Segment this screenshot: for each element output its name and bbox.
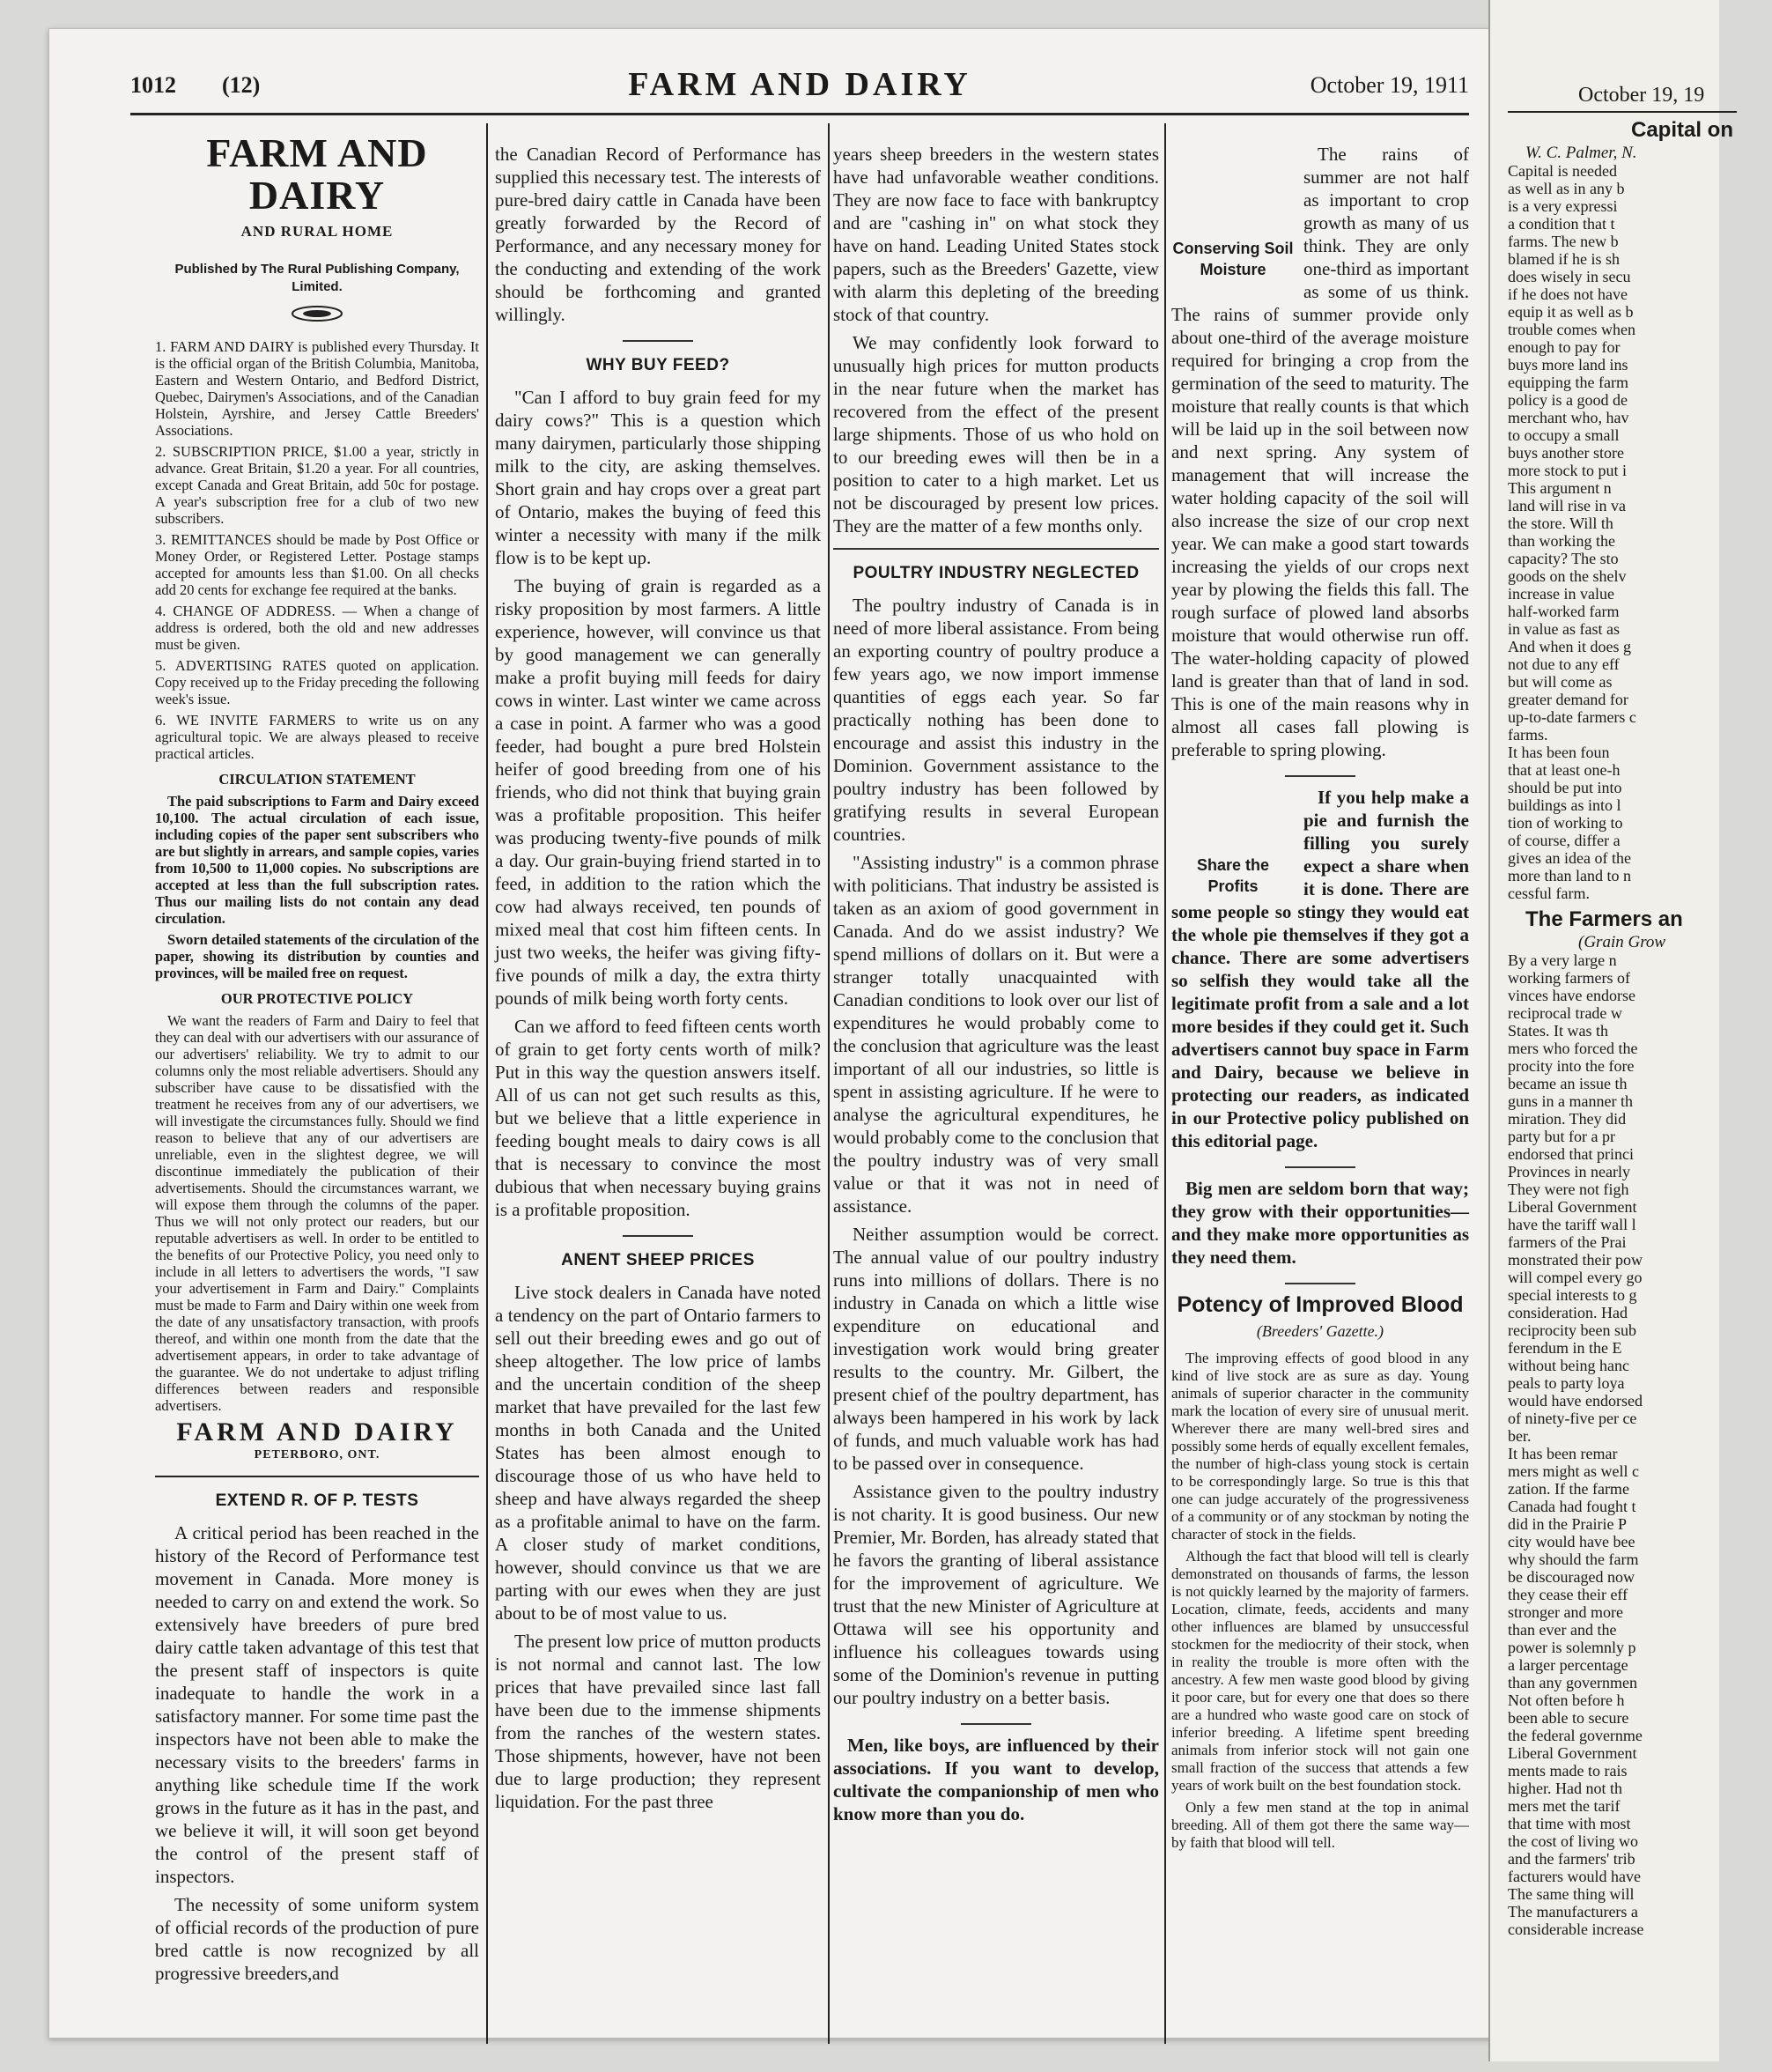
adjacent-line: as well as in any b [1508, 180, 1625, 197]
adjacent-line: farms. [1508, 726, 1548, 744]
adjacent-line: ber. [1508, 1427, 1532, 1445]
adjacent-line: if he does not have [1508, 285, 1628, 303]
adjacent-line: more stock to put i [1508, 462, 1627, 479]
adjacent-line: up-to-date farmers c [1508, 708, 1636, 726]
adjacent-line: equip it as well as b [1508, 303, 1634, 321]
adjacent-line: greater demand for [1508, 691, 1628, 708]
adjacent-line: not due to any eff [1508, 655, 1620, 673]
adjacent-line: Provinces in nearly [1508, 1163, 1630, 1180]
bigmen-editorial: Big men are seldom born that way; they grow with their opportunities—and they make more opportunities as they need them. [1171, 1178, 1469, 1268]
adjacent-line: without being hanc [1508, 1357, 1629, 1374]
adjacent-line: the store. Will th [1508, 514, 1613, 532]
adjacent-heading: Capital on [1631, 118, 1734, 142]
adjacent-line: gives an idea of the [1508, 849, 1631, 867]
adjacent-line: did in the Prairie P [1508, 1515, 1627, 1533]
adjacent-line: procity into the fore [1508, 1057, 1635, 1075]
circulation-text-2: Sworn detailed statements of the circulation of the paper, showing its distribution by counties and provinces, will be mailed free on request. [155, 931, 479, 981]
article-heading-potency: Potency of Improved Blood [1177, 1292, 1464, 1317]
masthead-item: 3. REMITTANCES should be made by Post Office or Money Order, or Registered Letter. Postage stamps accepted for amounts less than $1.00. On all checks add 20 cents for exchange fee required at the banks. [155, 531, 479, 598]
adjacent-line: States. It was th [1508, 1022, 1608, 1040]
adjacent-line: mers who forced the [1508, 1040, 1638, 1057]
adjacent-line: been able to secure [1508, 1709, 1629, 1727]
adjacent-line: The manufacturers a [1508, 1903, 1638, 1920]
article-paragraph: the Canadian Record of Performance has supplied this necessary test. The interests of pure-bred dairy cattle in Canada have been greatly forwarded by the Record of Performance, and any necessary money for the conducting and extending of the work should be forthcoming and granted willingly. [495, 144, 821, 325]
column-3 [833, 143, 1159, 1831]
header-rule [1508, 111, 1737, 113]
adjacent-line: vinces have endorse [1508, 987, 1635, 1004]
masthead-publisher: Published by The Rural Publishing Company, Limited. [174, 262, 460, 294]
masthead-details [155, 338, 479, 1414]
circulation-heading: CIRCULATION STATEMENT [218, 771, 416, 788]
issue-date: October 19, 1911 [1310, 72, 1469, 98]
adjacent-line: that at least one-h [1508, 761, 1621, 779]
column-1 [155, 132, 479, 1990]
column-divider [1164, 123, 1166, 2044]
sidehead-profits: Share the Profits [1196, 856, 1270, 895]
adjacent-line: merchant who, hav [1508, 409, 1629, 426]
adjacent-line: consideration. Had [1508, 1304, 1628, 1321]
adjacent-line: that time with most [1508, 1815, 1631, 1832]
article-paragraph: Only a few men stand at the top in animal breeding. All of them got there the same way—by faith that blood will tell. [1171, 1799, 1469, 1851]
article-paragraph: The improving effects of good blood in any kind of live stock are as sure as day. Young animals of superior character in the community mark the location of every sire of unusual merit. Wherever there are many well-bred sires and possibly some herds of equally excellent females, the number of high-class young stock is certain to be correspondingly large. So true is this that one can judge accurately of the progressiveness of a community or of any stockman by noting the character of stock in the fields. [1171, 1350, 1469, 1543]
section-rule [1285, 1166, 1355, 1168]
article-paragraph: We may confidently look forward to unusually high prices for mutton products in the near future when the market has recovered from the effect of the present large shipments. Those of us who hold on to our breeding ewes will then be in a position to cater to a high market. Let us not be discouraged by present low prices. They are the matter of a few months only. [833, 332, 1159, 536]
section-rule [155, 1476, 479, 1477]
article-paragraph: The necessity of some uniform system of official records of the production of pure bred cattle is now recognized by all progressive breeders,and [155, 1894, 479, 1984]
sidehead-moisture: Conserving Soil Moisture [1172, 240, 1294, 278]
adjacent-line: facturers would have [1508, 1868, 1641, 1885]
newspaper-title: FARM AND DAIRY [628, 66, 971, 103]
adjacent-line: mers might as well c [1508, 1462, 1639, 1480]
adjacent-line: they cease their eff [1508, 1586, 1628, 1603]
column-2 [495, 143, 821, 1818]
section-rule [833, 548, 1159, 550]
adjacent-line: Liberal Government [1508, 1744, 1637, 1762]
adjacent-line: monstrated their pow [1508, 1251, 1643, 1269]
adjacent-line: does wisely in secu [1508, 268, 1631, 285]
adjacent-column-text [1508, 162, 1772, 902]
section-rule [623, 1235, 693, 1237]
adjacent-line: Not often before h [1508, 1691, 1625, 1709]
adjacent-line: of ninety-five per ce [1508, 1410, 1637, 1427]
adjacent-line: reciprocal trade w [1508, 1004, 1622, 1022]
article-paragraph: The present low price of mutton products is not normal and cannot last. The low prices that have prevailed since last fall have been due to the immense shipments from the ranches of the western states. Those shipments, however, have not been due to large production; they represent liquidation. For the past three [495, 1631, 821, 1812]
adjacent-line: Canada had fought t [1508, 1498, 1636, 1515]
article-paragraph: Neither assumption would be correct. The annual value of our poultry industry runs into millions of dollars. There is no industry in Canada on which a little wise expenditure on educational and investigation work would bring greater results to the country. Mr. Gilbert, the present chief of the poultry department, has always been hampered in his work by lack of funds, and much valuable work has had to be passed over in consequence. [833, 1224, 1159, 1474]
adjacent-line: trouble comes when [1508, 321, 1635, 338]
adjacent-line: And when it does g [1508, 638, 1631, 655]
bottom-masthead-title: FARM AND DAIRY [176, 1417, 458, 1447]
policy-text: We want the readers of Farm and Dairy to feel that they can deal with our advertisers with our assurance of our advertisers' reliability. We try to admit to our columns only the most reliable advertisers. Should any subscriber have cause to be dissatisfied with the treatment he receives from any of our advertisers, we will investigate the circumstances fully. Should we find reason to believe that any of our advertisers are unreliable, even in the slightest degree, we will discontinue immediately the publication of their advertisements. Should the circumstances warrant, we will expose them through the columns of the paper. Thus we will not only protect our readers, but our reputable advertisers as well. In order to be entitled to the benefits of our Protective Policy, you need only to include in all letters to advertisers the words, "I saw your advertisement in Farm and Dairy." Complaints must be made to Farm and Dairy within one week from the date of any unsatisfactory transaction, with proofs thereof, and within one month from the date that the advertisement appears, in order to take advantage of the guarantee. We do not undertake to adjust trifling differences between readers and responsible advertisers. [155, 1012, 479, 1414]
masthead-item: 2. SUBSCRIPTION PRICE, $1.00 a year, strictly in advance. Great Britain, $1.20 a year. For all countries, except Canada and Great Britain, add 50c for postage. A year's subscription free for a club of two new subscribers. [155, 443, 479, 527]
masthead-title: FARM AND DAIRY [206, 130, 428, 218]
article-paragraph: "Can I afford to buy grain feed for my dairy cows?" This is a question which many dairymen, particularly those shipping milk to the city, are asking themselves. Short grain and hay crops over a great part of Ontario, makes the buying of feed this winter a necessity with many if the milk flow is to be kept up. [495, 387, 821, 568]
adjacent-heading: The Farmers an [1525, 907, 1683, 931]
adjacent-line: endorsed that princi [1508, 1145, 1634, 1163]
adjacent-line: special interests to g [1508, 1286, 1637, 1304]
section-rule [623, 340, 693, 342]
adjacent-line: policy is a good de [1508, 391, 1628, 409]
article-credit: (Breeders' Gazette.) [1256, 1322, 1384, 1340]
article-paragraph: Although the fact that blood will tell is clearly demonstrated on thousands of farms, the lesson is not quickly learned by the majority of farmers. Location, climate, feeds, accidents and many other influences are blamed by unsuccessful stockmen for the mediocrity of their stock, when in reality the trouble is more often with the ancestry. A few men waste good blood by giving it poor care, but for every one that does so there are a hundred who waste good care on stock of inferior breeding. A lifetime spent breeding animals from inferior stock will not gain one small fraction of the success that attends a few years of work built on the best foundation stock. [1171, 1548, 1469, 1794]
column-divider [486, 123, 488, 2044]
adjacent-line: of course, differ a [1508, 832, 1621, 849]
adjacent-line: would have endorsed [1508, 1392, 1643, 1410]
column-4 [1171, 143, 1469, 1856]
adjacent-line: Liberal Government [1508, 1198, 1637, 1216]
adjacent-line: a condition that t [1508, 215, 1615, 233]
adjacent-line: higher. Had not th [1508, 1780, 1622, 1797]
adjacent-line: why should the farm [1508, 1550, 1639, 1568]
article-paragraph: If you help make a pie and furnish the filling you surely expect a share when it is done. There are some people so stingy they would eat the whole pie themselves if they got a chance. There are some advertisers so selfish they would take all the legitimate profit from a sale and a lot more besides if they could get it. Such advertisers cannot buy space in Farm and Dairy, because we believe in protecting our readers, as indicated in our Protective policy published on this editorial page. [1171, 787, 1469, 1151]
article-paragraph: Live stock dealers in Canada have noted a tendency on the part of Ontario farmers to sell out their breeding ewes and go out of sheep altogether. The low price of lambs and the uncertain condition of the sheep market that have prevailed for the last few months in both Canada and the United States has been almost enough to discourage those of us who have held to sheep and have always regarded the sheep as a profitable animal to have on the farm. A closer study of market conditions, however, should convince us that we are parting with our ewes when they are just about to be of most value to us. [495, 1282, 821, 1624]
masthead-item: 6. WE INVITE FARMERS to write us on any agricultural topic. We are always pleased to receive practical articles. [155, 712, 479, 762]
article-paragraph: years sheep breeders in the western states have had unfavorable weather conditions. They are now face to face with bankruptcy and are "cashing in" on what stock they have on hand. Leading United States stock papers, such as the Breeders' Gazette, view with alarm this depleting of the breeding stock of that country. [833, 144, 1159, 325]
adjacent-line: is a very expressi [1508, 197, 1618, 215]
adjacent-line: mers met the tarif [1508, 1797, 1621, 1815]
adjacent-line: land will rise in va [1508, 497, 1626, 514]
adjacent-line: Capital is needed [1508, 162, 1617, 180]
adjacent-line: than ever and the [1508, 1621, 1617, 1639]
column-divider [828, 123, 830, 2044]
adjacent-line: half-worked farm [1508, 603, 1620, 620]
adjacent-line: but will come as [1508, 673, 1613, 691]
adjacent-column-text [1508, 951, 1772, 1938]
adjacent-line: reciprocity been sub [1508, 1321, 1636, 1339]
adjacent-line: farms. The new b [1508, 233, 1619, 250]
adjacent-line: ferendum in the E [1508, 1339, 1622, 1357]
article-heading-sheep: ANENT SHEEP PRICES [561, 1251, 755, 1269]
adjacent-line: capacity? The sto [1508, 550, 1619, 567]
adjacent-line: stronger and more [1508, 1603, 1623, 1621]
adjacent-line: cessful farm. [1508, 884, 1590, 902]
adjacent-line: It has been foun [1508, 744, 1610, 761]
adjacent-line: city would have bee [1508, 1533, 1635, 1550]
article-paragraph: A critical period has been reached in the history of the Record of Performance test movement in Canada. More money is needed to carry on and extend the work. So extensively have breeders of pure bred dairy cattle taken advantage of this test that the present staff of inspectors is quite inadequate to handle the work in a satisfactory manner. For some time past the inspectors have not been able to make the necessary visits to the breeders' farms in anything like schedule time If the work grows in the future as it has in the past, and we believe it will, it will soon get beyond the control of the present staff of inspectors. [155, 1522, 479, 1887]
adjacent-line: working farmers of [1508, 969, 1630, 987]
adjacent-line: and the farmers' trib [1508, 1850, 1635, 1868]
adjacent-line: By a very large n [1508, 951, 1617, 969]
adjacent-line: became an issue th [1508, 1075, 1628, 1092]
ornament-icon [291, 305, 343, 322]
adjacent-line: buildings as into l [1508, 796, 1621, 814]
adjacent-line: tion of working to [1508, 814, 1623, 832]
bottom-masthead-location: PETERBORO, ONT. [254, 1448, 380, 1462]
header-rule [130, 113, 1469, 115]
adjacent-line: power is solemnly p [1508, 1639, 1636, 1656]
adjacent-line: be discouraged now [1508, 1568, 1635, 1586]
adjacent-line: goods on the shelv [1508, 567, 1627, 585]
adjacent-line: buys more land ins [1508, 356, 1628, 374]
adjacent-line: increase in value [1508, 585, 1614, 603]
masthead-item: 1. FARM AND DAIRY is published every Thursday. It is the official organ of the British Columbia, Manitoba, Eastern and Western Ontario, and Bedford District, Quebec, Dairymen's Associations, and of the Canadian Holstein, Ayrshire, and Jersey Cattle Breeders' Associations. [155, 338, 479, 439]
adjacent-line: to occupy a small [1508, 426, 1620, 444]
article-heading-extend: EXTEND R. OF P. TESTS [215, 1491, 419, 1510]
adjacent-line: the federal governme [1508, 1727, 1643, 1744]
adjacent-byline: (Grain Grow [1578, 933, 1666, 951]
adjacent-line: enough to pay for [1508, 338, 1621, 356]
article-paragraph: The buying of grain is regarded as a risky proposition by most farmers. A little experience, however, will convince us that by good management we can generally make a profit buying mill feeds for dairy cows in winter. Last winter we came across a case in point. A farmer who was a good feeder, had bought a pure bred Holstein heifer of good breeding from one of his friends, who did not think that buying grain was a profitable proposition. This heifer was producing twenty-five pounds of milk a day. Our grain-buying friend started in to feed, in addition to the ration which the cow had always received, ten pounds of mixed meal that cost him fifteen cents. In just two weeks, the heifer was giving fifty-five pounds of milk a day, the extra thirty pounds of milk being worth forty cents. [495, 575, 821, 1009]
adjacent-line: This argument n [1508, 479, 1612, 497]
article-paragraph: The poultry industry of Canada is in need of more liberal assistance. From being an exporting country of poultry produce a few years ago, we now import immense quantities of eggs each year. So far practically nothing has been done to encourage and assist this industry in the Dominion. Government assistance to the poultry industry has been followed by gratifying results in several European countries. [833, 595, 1159, 845]
adjacent-date: October 19, 19 [1578, 84, 1705, 107]
adjacent-line: in value as fast as [1508, 620, 1620, 638]
page-header [130, 65, 1469, 103]
article-paragraph: Assistance given to the poultry industry is not charity. It is good business. Our new Premier, Mr. Borden, has already stated that he favors the granting of liberal assistance for the improvement of agriculture. We trust that the new Minister of Agriculture at Ottawa will see his opportunity and influence his colleagues towards using some of the Dominion's revenue in putting our poultry industry on a better basis. [833, 1481, 1159, 1708]
adjacent-page [1488, 0, 1734, 2061]
article-paragraph: "Assisting industry" is a common phrase with politicians. That industry be assisted is taken as an axiom of good government in Canada. And do we assist industry? We spend millions of dollars on it. But were a stranger totally unacquainted with Canadian conditions to look over our list of expenditures he would probably come to the conclusion that agriculture was the least important of all our industries, so little is spent in assisting agriculture. If he were to analyse the agricultural expenditures, he would probably come to the conclusion that the poultry industry was of very small value or that it was not in need of assistance. [833, 852, 1159, 1217]
masthead-subtitle: AND RURAL HOME [240, 223, 394, 240]
circulation-text: The paid subscriptions to Farm and Dairy exceed 10,100. The actual circulation of each issue, including copies of the paper sent subscribers who are but slightly in arrears, and sample copies, varies from 10,500 to 11,000 copies. No subscriptions are accepted at less than the full subscription rates. Thus our mailing lists do not contain any dead circulation. [155, 793, 479, 927]
adjacent-line: zation. If the farme [1508, 1480, 1629, 1498]
adjacent-line: will compel every go [1508, 1269, 1643, 1286]
masthead-item: 4. CHANGE OF ADDRESS. — When a change of address is ordered, both the old and new addresses must be given. [155, 603, 479, 653]
article-heading-poultry: POULTRY INDUSTRY NEGLECTED [853, 564, 1140, 582]
adjacent-line: They were not figh [1508, 1180, 1629, 1198]
adjacent-line: than working the [1508, 532, 1615, 550]
policy-heading: OUR PROTECTIVE POLICY [220, 990, 414, 1007]
section-rule [1285, 775, 1355, 777]
adjacent-line: blamed if he is sh [1508, 250, 1620, 268]
section-rule [1285, 1283, 1355, 1284]
adjacent-line: considerable increase [1508, 1920, 1644, 1938]
boys-editorial: Men, like boys, are influenced by their associations. If you want to develop, cultivate the companionship of men who know more than you do. [833, 1735, 1159, 1824]
adjacent-line: miration. They did [1508, 1110, 1627, 1128]
adjacent-line: more than land to n [1508, 867, 1631, 884]
adjacent-line: have the tariff wall l [1508, 1216, 1636, 1233]
article-paragraph: Can we afford to feed fifteen cents worth of grain to get forty cents worth of milk? Put in this way the question answers itself. All of us can not get such results as this, but we believe that a little experience in feeding bought meals to dairy cows is all that is necessary to convince the most dubious that when necessary buying grains is a profitable proposition. [495, 1016, 821, 1220]
page-number: 1012 (12) [130, 72, 261, 98]
article-paragraph: The rains of summer are not half as important to crop growth as many of us think. They are only one-third as important as some of us think. The rains of summer provide only about one-third of the average moisture required for bringing a crop from the germination of the seed to maturity. The moisture that really counts is that which will be laid up in the soil between now and next spring. Any system of management that will increase the water holding capacity of the soil will also increase the size of our crop next year. We can make a good start towards increasing the yields of our crops next year by plowing the fields this fall. The rough surface of plowed land absorbs moisture that would otherwise run off. The water-holding capacity of plowed land is greater than that of land in sod. This is one of the main reasons why in almost all cases fall plowing is preferable to spring plowing. [1171, 144, 1469, 760]
masthead-item: 5. ADVERTISING RATES quoted on application. Copy received up to the Friday preceding the following week's issue. [155, 657, 479, 707]
adjacent-line: equipping the farm [1508, 374, 1628, 391]
adjacent-line: a larger percentage [1508, 1656, 1628, 1674]
adjacent-line: farmers of the Prai [1508, 1233, 1627, 1251]
adjacent-line: The same thing will [1508, 1885, 1635, 1903]
adjacent-line: ments made to rais [1508, 1762, 1628, 1780]
adjacent-line: the cost of living wo [1508, 1832, 1638, 1850]
adjacent-line: party but for a pr [1508, 1128, 1615, 1145]
adjacent-line: buys another store [1508, 444, 1624, 462]
adjacent-line: peals to party loya [1508, 1374, 1625, 1392]
adjacent-byline: W. C. Palmer, N. [1525, 144, 1637, 162]
adjacent-line: should be put into [1508, 779, 1622, 796]
adjacent-line: guns in a manner th [1508, 1092, 1633, 1110]
adjacent-line: It has been remar [1508, 1445, 1618, 1462]
adjacent-line: than any governmen [1508, 1674, 1637, 1691]
article-heading-feed: WHY BUY FEED? [586, 356, 730, 374]
section-rule [961, 1723, 1031, 1725]
